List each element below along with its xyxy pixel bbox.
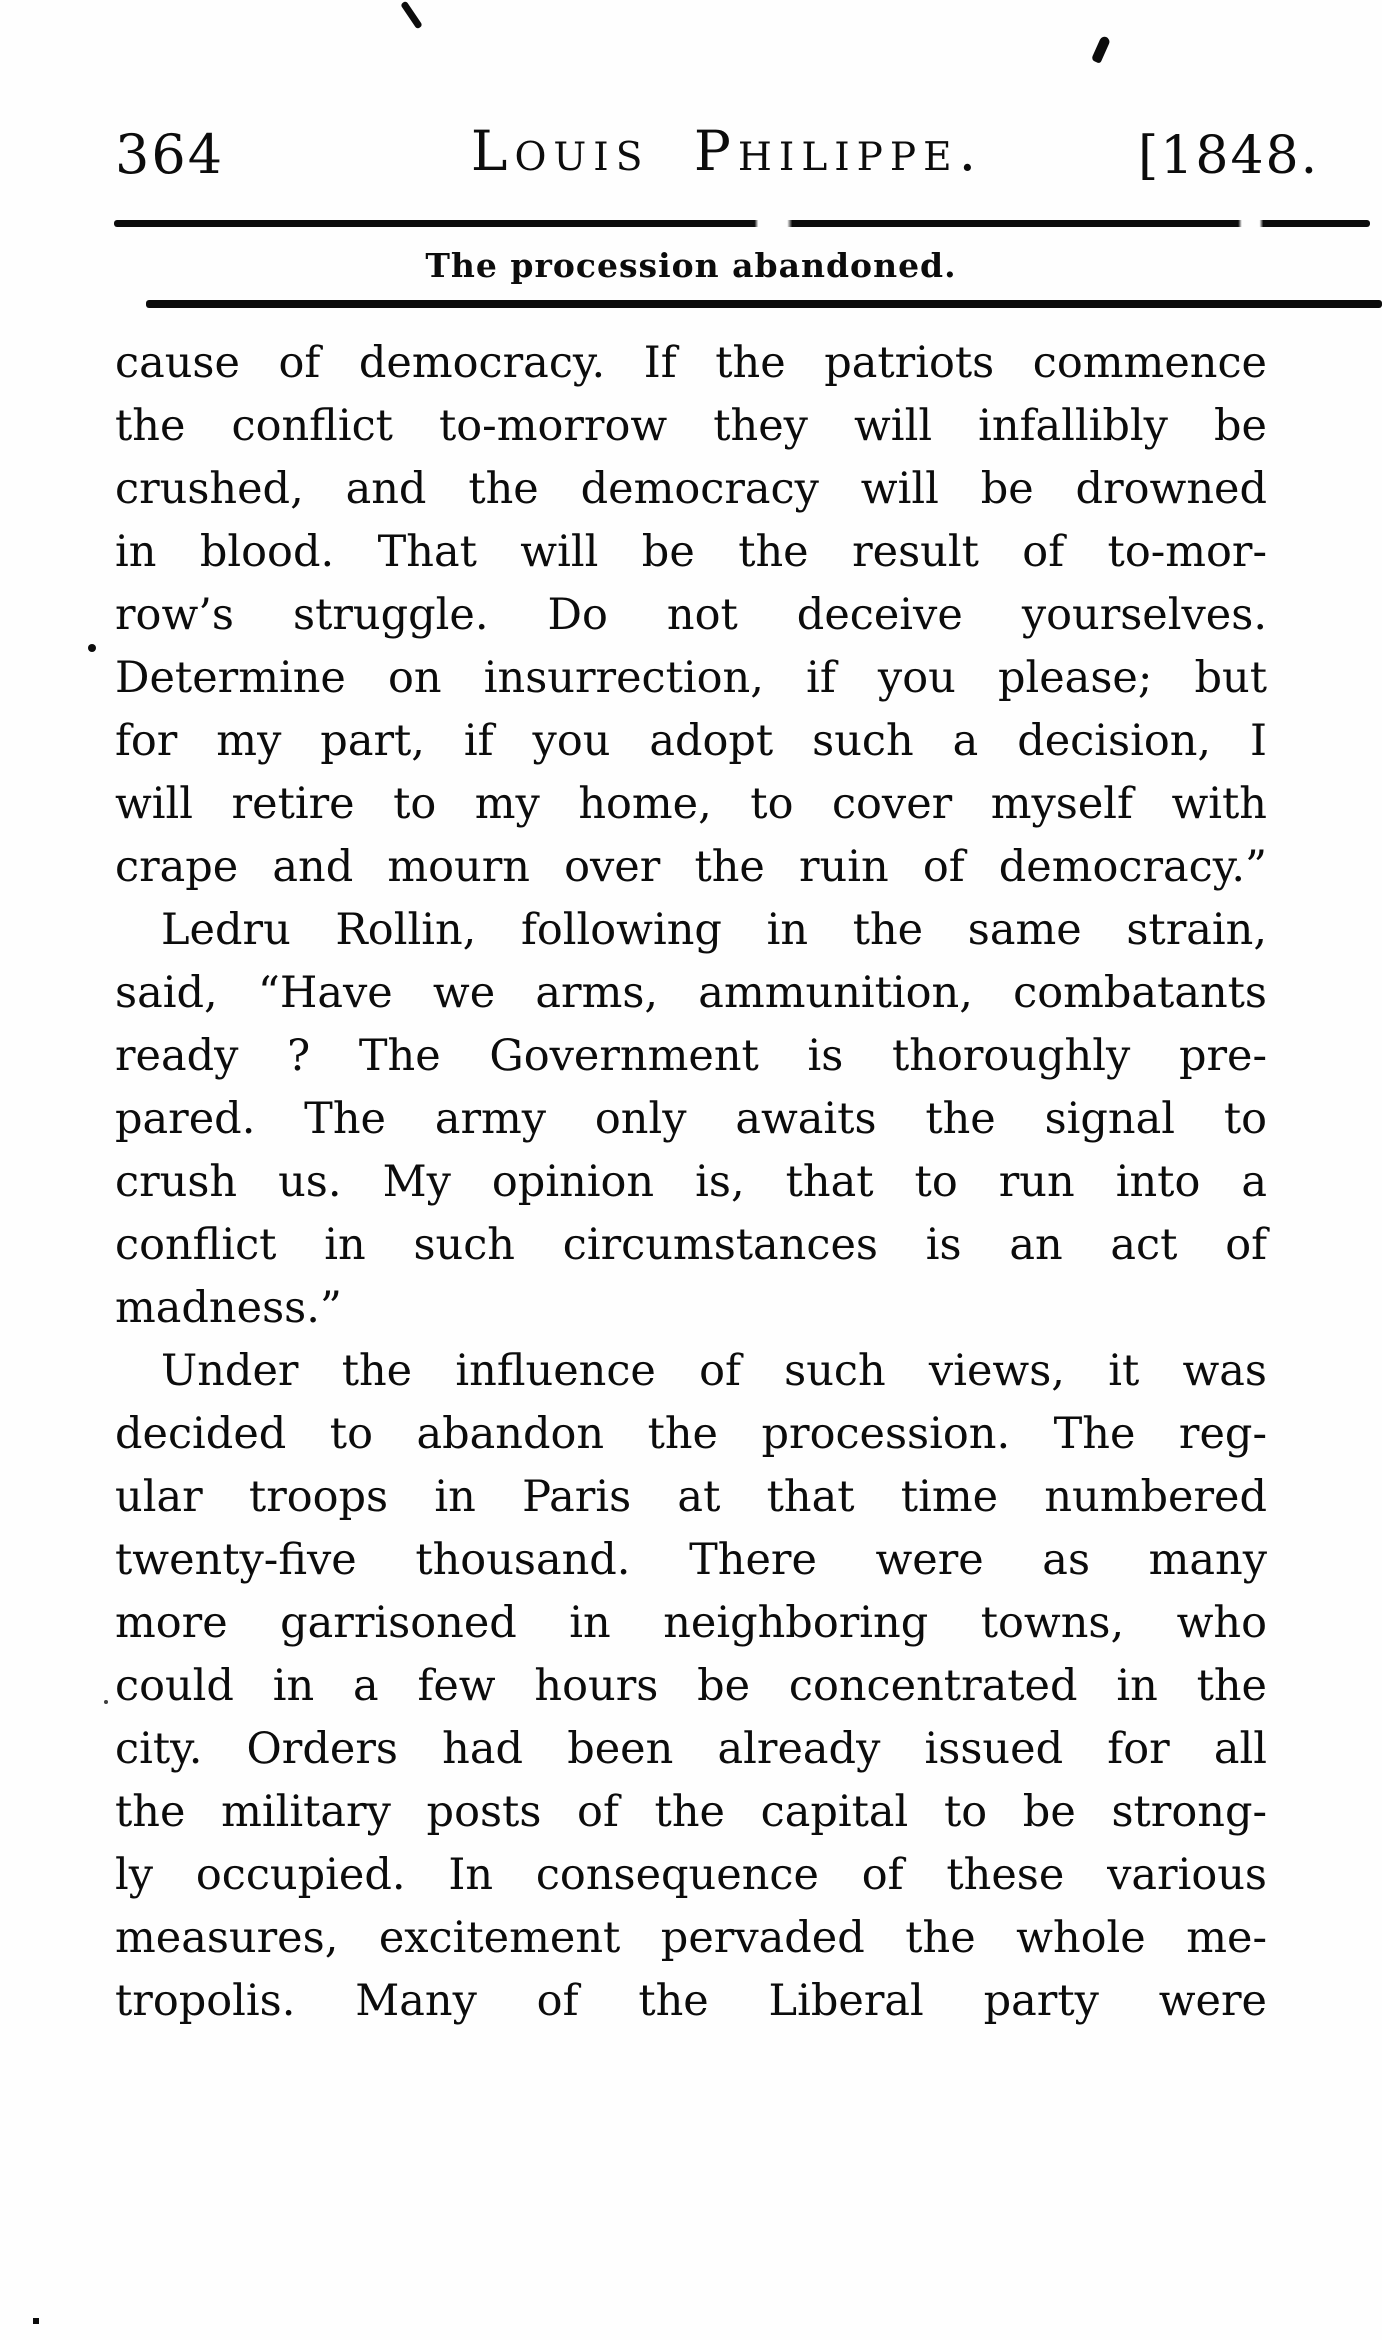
text-line: the military posts of the capital to be strong- (115, 1787, 1267, 1837)
margin-speck-left (104, 1700, 108, 1704)
text-line: row’s struggle. Do not deceive yourselves. (115, 590, 1267, 640)
header-rule-bottom (146, 300, 1382, 308)
ink-mark-apostrophe (1091, 35, 1111, 64)
text-line: crush us. My opinion is, that to run into a (115, 1157, 1267, 1207)
text-line: could in a few hours be concentrated in the (115, 1661, 1267, 1711)
ink-mark-backslash (400, 1, 423, 30)
text-line: twenty-five thousand. There were as many (115, 1535, 1267, 1585)
text-line: in blood. That will be the result of to-mor- (115, 527, 1267, 577)
text-line: madness.” (115, 1283, 342, 1333)
text-line: Determine on insurrection, if you please; but (115, 653, 1267, 703)
text-line: measures, excitement pervaded the whole me- (115, 1913, 1267, 1963)
header-rule-top (114, 220, 1370, 227)
text-line: will retire to my home, to cover myself with (115, 779, 1267, 829)
margin-dot (88, 644, 96, 652)
text-line: city. Orders had been already issued for all (115, 1724, 1267, 1774)
text-line: ular troops in Paris at that time numbered (115, 1472, 1267, 1522)
text-line: ready ? The Government is thoroughly pre- (115, 1031, 1267, 1081)
text-line: ly occupied. In consequence of these various (115, 1850, 1267, 1900)
text-line: Ledru Rollin, following in the same strain, (161, 905, 1267, 955)
margin-speck-bottom (33, 2318, 39, 2324)
text-line: decided to abandon the procession. The reg- (115, 1409, 1267, 1459)
page-number: 364 (115, 123, 225, 186)
text-line: more garrisoned in neighboring towns, who (115, 1598, 1267, 1648)
text-line: the conflict to-morrow they will infallibly be (115, 401, 1267, 451)
text-line: for my part, if you adopt such a decision, I (115, 716, 1267, 766)
text-line: crape and mourn over the ruin of democracy.” (115, 842, 1267, 892)
text-line: pared. The army only awaits the signal to (115, 1094, 1267, 1144)
body-text (115, 332, 1267, 2033)
book-title: Louis Philippe. (470, 119, 984, 183)
year-label: [1848. (1138, 126, 1320, 186)
text-line: conflict in such circumstances is an act of (115, 1220, 1267, 1270)
text-line: cause of democracy. If the patriots commence (115, 338, 1267, 388)
text-line: crushed, and the democracy will be drowned (115, 464, 1267, 514)
running-head: The procession abandoned. (425, 246, 957, 285)
text-line: said, “Have we arms, ammunition, combatants (115, 968, 1267, 1018)
text-line: Under the influence of such views, it was (161, 1346, 1267, 1396)
text-line: tropolis. Many of the Liberal party were (115, 1976, 1267, 2026)
